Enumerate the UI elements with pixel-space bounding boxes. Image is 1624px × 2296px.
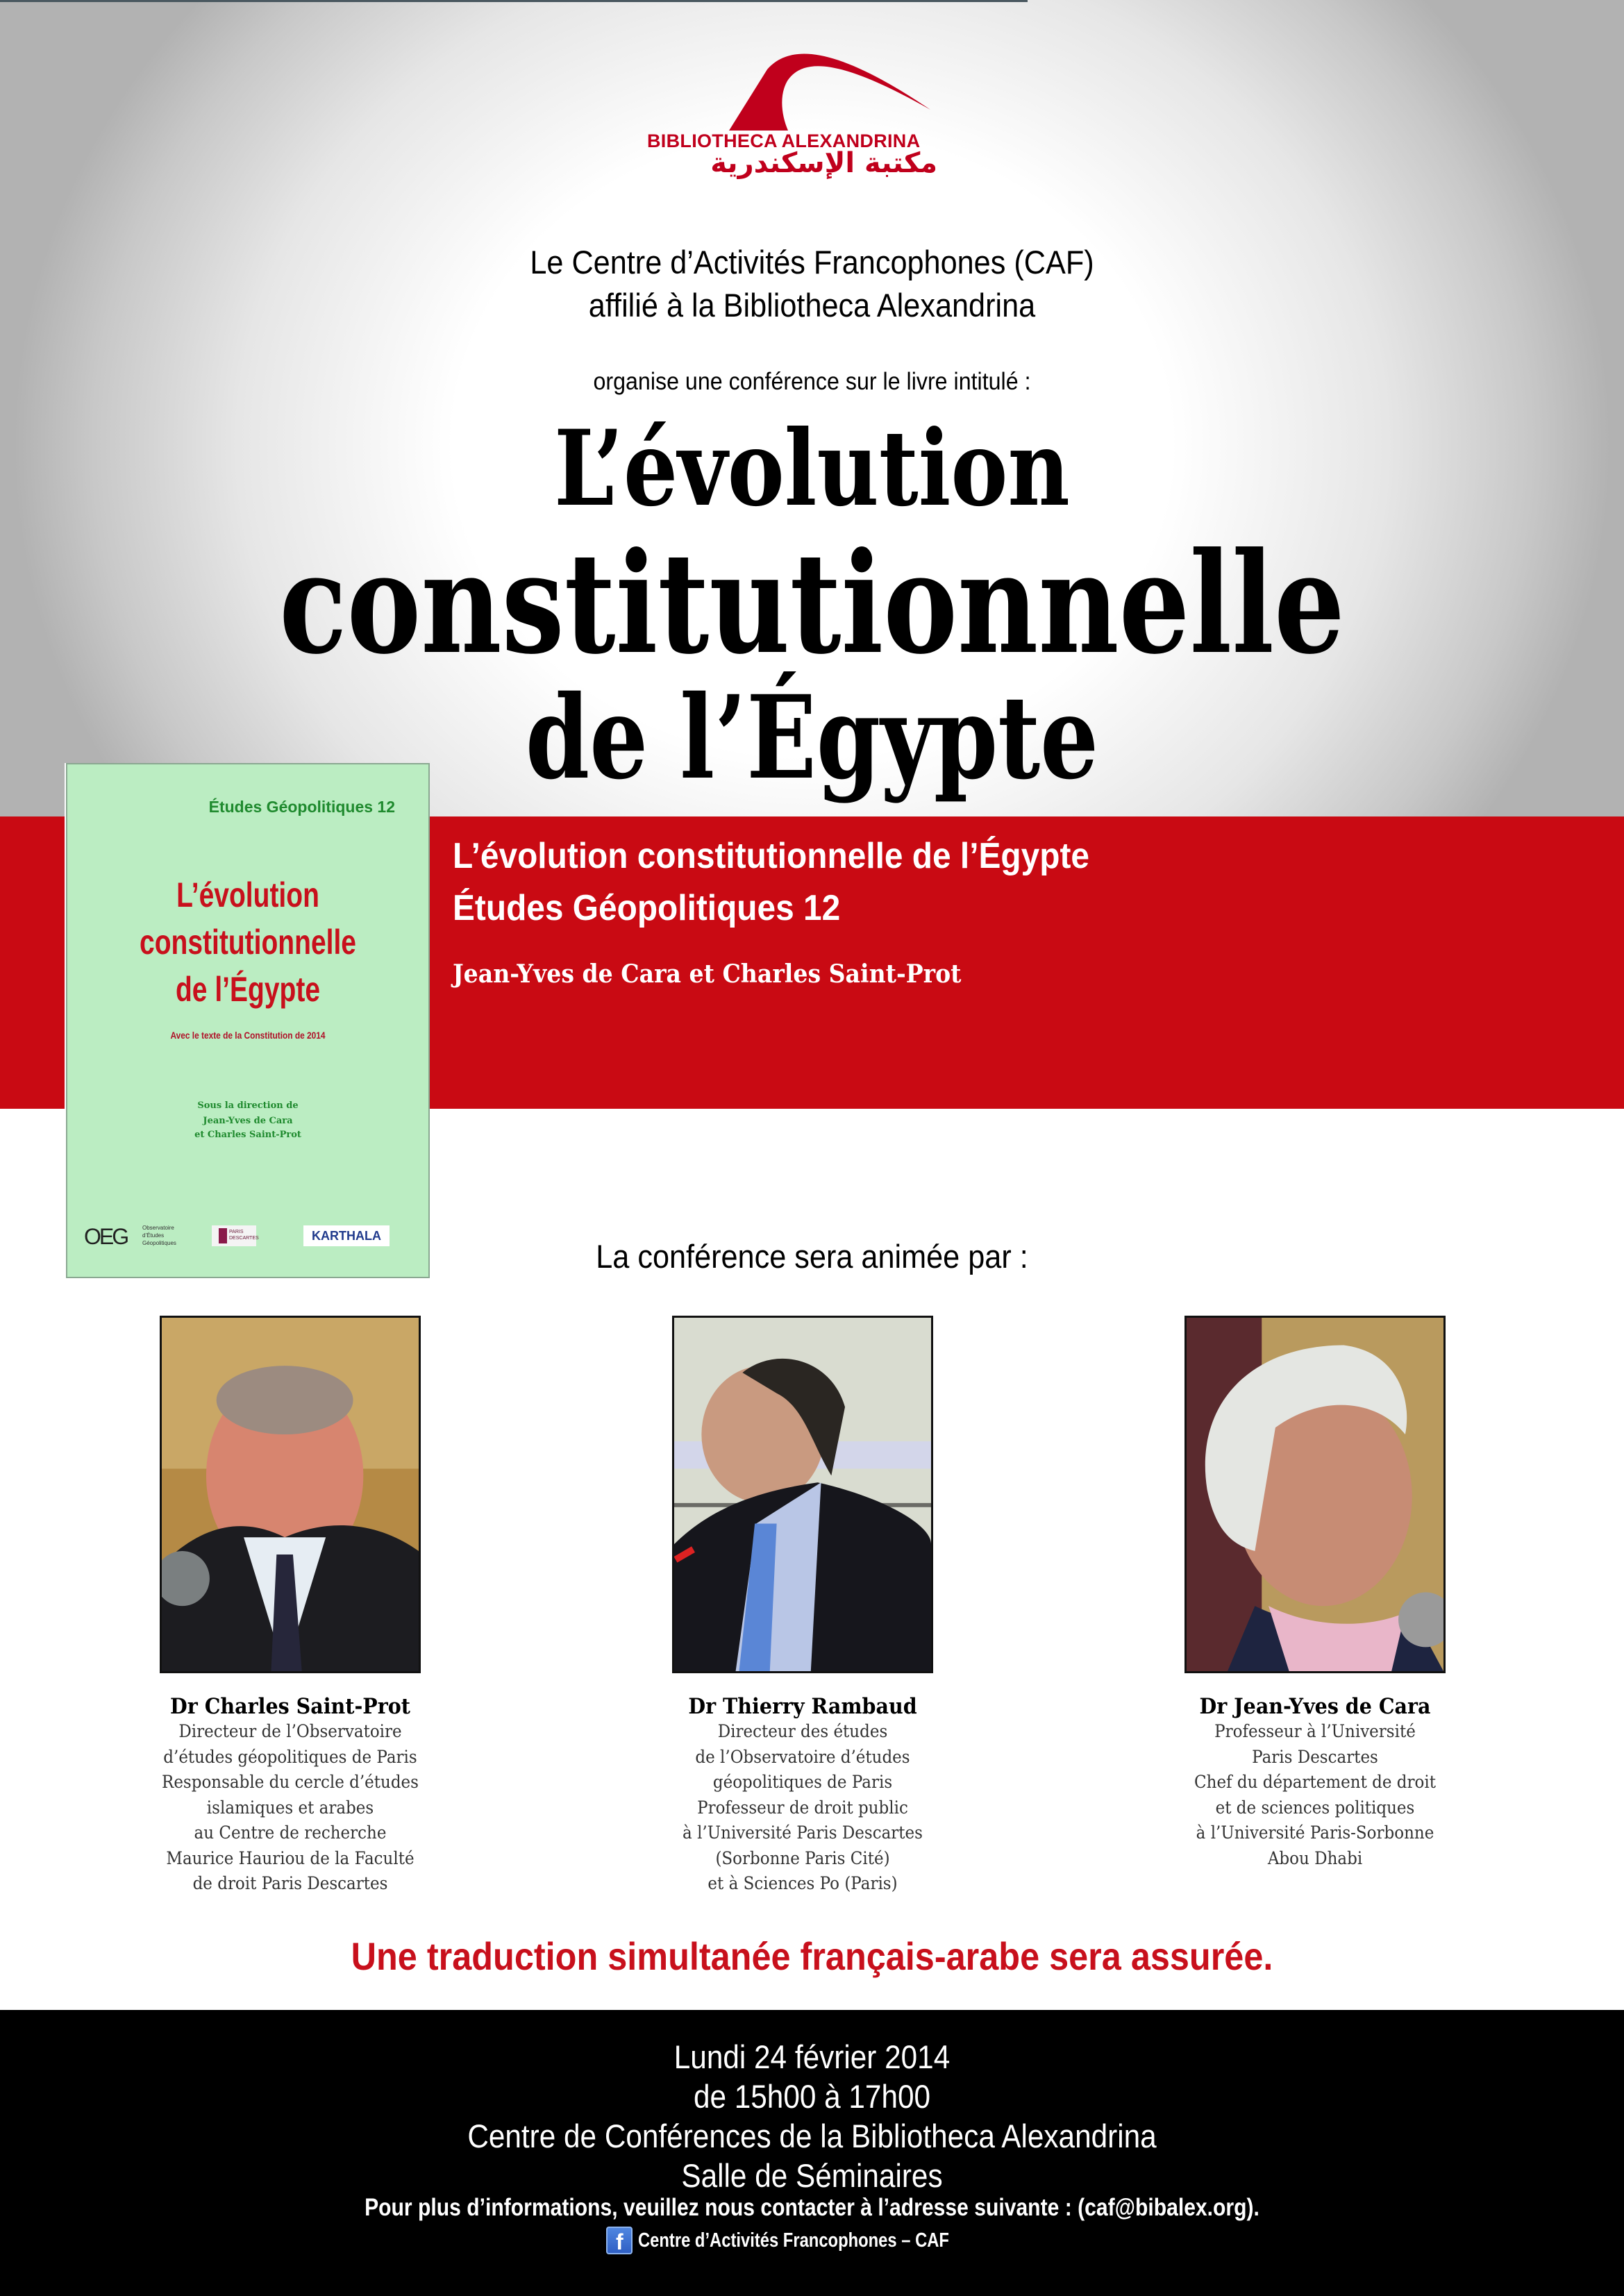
contact-info[interactable]: Pour plus d’informations, veuillez nous contacter à l’adresse suivante : (caf@bibalex.org). (365, 2194, 1259, 2221)
speakers-intro: La conférence sera animée par : (596, 1238, 1028, 1275)
speaker-role-line: d’études géopolitiques de Paris (163, 1746, 417, 1767)
speaker-card (1121, 1316, 1509, 1871)
logo-arc-icon (701, 49, 937, 132)
book-cover-title-line-2: constitutionnelle (140, 923, 357, 962)
oeg-logo-mark: OEG (84, 1224, 128, 1249)
speaker-role-line: géopolitiques de Paris (712, 1772, 893, 1792)
event-time: de 15h00 à 17h00 (693, 2078, 931, 2115)
speaker-photo (1184, 1316, 1446, 1673)
main-title-line-2: constitutionnelle (279, 522, 1345, 685)
book-cover-direction-2: Jean-Yves de Cara (203, 1116, 293, 1126)
logo-name-latin: BIBLIOTHECA ALEXANDRINA (647, 131, 921, 151)
translation-notice: Une traduction simultanée français-arabe sera assurée. (351, 1934, 1273, 1978)
event-date: Lundi 24 février 2014 (673, 2038, 951, 2075)
band-book-title: L’évolution constitutionnelle de l’Égypte (453, 836, 1089, 876)
book-cover-direction-1: Sous la direction de (197, 1100, 299, 1111)
speaker-photo (672, 1316, 933, 1673)
band-authors: Jean-Yves de Cara et Charles Saint-Prot (453, 960, 962, 989)
speaker-photo (160, 1316, 421, 1673)
speaker-role-line: Chef du département de droit (1194, 1772, 1436, 1792)
speaker-role-line: Professeur à l’Université (1214, 1721, 1416, 1741)
intro-text: organise une conférence sur le livre intitulé : (593, 368, 1031, 395)
karthala-logo: KARTHALA (303, 1225, 390, 1246)
speaker-role-line: de l’Observatoire d’études (695, 1746, 910, 1767)
speaker-role-line: à l’Université Paris-Sorbonne (1196, 1822, 1434, 1843)
book-cover-title-line-3: de l’Égypte (175, 970, 321, 1009)
organizer-line-2: affilié à la Bibliotheca Alexandrina (588, 287, 1036, 324)
speaker-role-line: Professeur de droit public (697, 1797, 908, 1818)
speaker-role-line: au Centre de recherche (194, 1822, 387, 1843)
speaker-role-line: et de sciences politiques (1215, 1797, 1415, 1818)
speaker-name: Dr Thierry Rambaud (688, 1694, 917, 1719)
speaker-name: Dr Jean-Yves de Cara (1199, 1694, 1431, 1719)
main-title-line-3: de l’Égypte (525, 670, 1099, 805)
speaker-role-line: Directeur de l’Observatoire (178, 1721, 402, 1741)
book-cover-direction-3: et Charles Saint-Prot (194, 1130, 301, 1140)
oeg-text-1: Observatoire (142, 1225, 174, 1231)
speaker-card (608, 1316, 997, 1897)
speaker-role-line: (Sorbonne Paris Cité) (715, 1847, 890, 1868)
organizer-line-1: Le Centre d’Activités Francophones (CAF) (530, 244, 1094, 280)
facebook-page-name: Centre d’Activités Francophones – CAF (638, 2229, 950, 2252)
speaker-name: Dr Charles Saint-Prot (170, 1694, 410, 1719)
main-title-line-1: L’évolution (554, 408, 1070, 530)
speaker-role-line: Directeur des études (717, 1721, 888, 1741)
logo-name-arabic: مكتبة الإسكندرية (710, 147, 937, 179)
speaker-role-line: islamiques et arabes (206, 1797, 374, 1818)
speaker-card (96, 1316, 485, 1897)
facebook-link[interactable] (606, 2227, 1017, 2254)
book-cover-subtitle: Avec le texte de la Constitution de 2014 (170, 1030, 326, 1041)
speaker-role-line: Responsable du cercle d’études (162, 1772, 419, 1792)
event-room: Salle de Séminaires (681, 2157, 943, 2194)
facebook-link-row (0, 2227, 1624, 2254)
speaker-role-line: de droit Paris Descartes (192, 1873, 388, 1893)
speaker-role-line: à l’Université Paris Descartes (683, 1822, 923, 1843)
paris-text-2: DESCARTES (229, 1236, 259, 1241)
band-series: Études Géopolitiques 12 (453, 888, 841, 928)
speaker-role-line: et à Sciences Po (Paris) (708, 1873, 898, 1893)
oeg-text-3: Géopolitiques (142, 1240, 176, 1246)
speaker-role-line: Abou Dhabi (1267, 1847, 1363, 1868)
facebook-icon: f (606, 2227, 633, 2254)
book-cover (66, 763, 430, 1278)
oeg-text-2: d’Études (142, 1232, 165, 1239)
top-rule (0, 0, 1028, 2)
speaker-role-line: Maurice Hauriou de la Faculté (166, 1847, 415, 1868)
book-cover-title-line-1: L’évolution (176, 875, 319, 914)
paris-text-1: PARIS (229, 1230, 244, 1234)
speaker-role-line: Paris Descartes (1252, 1746, 1378, 1767)
bibliotheca-alexandrina-logo (639, 42, 1000, 194)
book-cover-series: Études Géopolitiques 12 (208, 798, 395, 816)
event-venue: Centre de Conférences de la Bibliotheca Alexandrina (467, 2118, 1157, 2154)
